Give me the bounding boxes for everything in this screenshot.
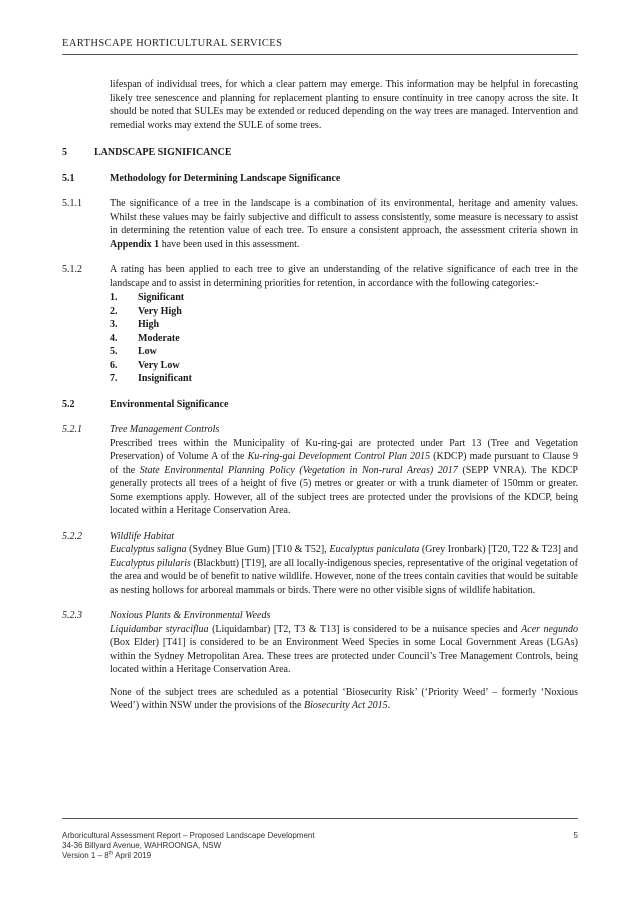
list-item <box>110 332 578 346</box>
list-item-label: Insignificant <box>138 373 192 384</box>
list-item-label: Low <box>138 346 157 357</box>
page-number: 5 <box>573 831 578 840</box>
section-title: LANDSCAPE SIGNIFICANCE <box>94 147 232 158</box>
document-reference: Biosecurity Act 2015 <box>303 700 388 711</box>
page-header <box>62 38 578 55</box>
text-run: (Box Elder) [T41] is considered to be an Environment Weed Species in some Local Government Areas (LGAs) within the Sydney Metropolitan Area. These trees are protected under Council’s Tree Management Controls, being located within a Heritage Conservation Area. <box>110 637 578 675</box>
text-run: have been used in this assessment. <box>159 238 300 250</box>
item-title: Noxious Plants & Environmental Weeds <box>110 610 271 621</box>
footer-row <box>62 831 578 841</box>
subsection-heading-5-1 <box>62 172 578 186</box>
item-heading <box>62 423 578 437</box>
item-heading <box>62 609 578 623</box>
list-item <box>110 305 578 319</box>
subsection-heading-5-2 <box>62 398 578 412</box>
item-number: 5.2.2 <box>62 530 82 542</box>
text-run: The significance of a tree in the landscape is a combination of its environmental, heritage and amenity values. Whilst these values may be fairly subjective and difficult to assess consistently, some measure is necessary to assist in determining the retention value of each tree. To ensure a consistent approach, the assessment criteria shown in <box>110 198 578 236</box>
text-run: Prescribed trees within the Municipality of Ku-ring-gai are protected under Part 13 (Tree and Vegetation Preservation) of Volume A of the <box>110 437 578 462</box>
list-item-number: 6. <box>110 359 118 371</box>
document-reference: State Environmental Planning Policy (Vegetation in Non-rural Areas) 2017 <box>139 464 458 476</box>
item-number: 5.2.3 <box>62 610 82 621</box>
list-item <box>110 372 578 386</box>
text-run: (KDCP) made pursuant to Clause 9 of the <box>110 451 578 476</box>
list-item-label: Significant <box>138 292 185 303</box>
paragraph-text: A rating has been applied to each tree to give an understanding of the relative significance of each tree in the landscape and to assist in determining priorities for retention, in accordance with the following categories:- <box>110 264 578 289</box>
species-name: Eucalyptus paniculata <box>329 544 420 555</box>
list-item-label: Moderate <box>138 332 180 344</box>
list-item-number: 1. <box>110 292 118 303</box>
subsection-number: 5.2 <box>62 398 75 410</box>
list-item-number: 3. <box>110 319 118 330</box>
footer-rule <box>62 818 578 819</box>
item-text <box>62 437 578 518</box>
item-text <box>62 543 578 597</box>
item-heading <box>62 530 578 544</box>
text-run: (SEPP VNRA). The KDCP generally protects all trees of a height of five (5) metres or greater or with a trunk diameter of 150mm or greater. Some exemptions apply. However, all of the subject trees are protected under the provisions of the KDCP, being located within a Heritage Conservation Area. <box>110 464 578 516</box>
list-item <box>110 359 578 373</box>
intro-paragraph: lifespan of individual trees, for which a clear pattern may emerge. This information may be helpful in forecasting likely tree senescence and planning for replacement planting to ensure continuity in tree canopy across the site. It should be noted that SULEs may be extended or reduced depending on the way trees are managed. Intervention and remedial works may extend the SULE of some trees. <box>110 79 578 131</box>
species-name: Eucalyptus saligna <box>110 544 187 555</box>
paragraph-number: 5.1.1 <box>62 198 82 209</box>
list-item-label: High <box>138 319 160 330</box>
footer-report-title: Arboricultural Assessment Report – Proposed Landscape Development <box>62 831 315 840</box>
text-run: . <box>387 700 391 711</box>
list-item <box>110 345 578 359</box>
document-body <box>62 78 578 713</box>
paragraph-text <box>110 197 578 251</box>
list-item-number: 5. <box>110 346 118 357</box>
item-5-2-3 <box>62 609 578 713</box>
list-item-label: Very Low <box>138 359 180 371</box>
item-number: 5.2.1 <box>62 424 82 435</box>
footer-address: 34-36 Billyard Avenue, WAHROONGA, NSW <box>62 841 222 850</box>
section-heading-5 <box>62 146 578 160</box>
text-run: None of the subject trees are scheduled as a potential ‘Biosecurity Risk’ (‘Priority Weed’ – formerly ‘Noxious Weed’) within NSW under the provisions of the <box>110 686 578 711</box>
footer-version <box>62 851 578 861</box>
text-run: (Sydney Blue Gum) [T10 & T52], <box>186 544 330 555</box>
list-item-number: 4. <box>110 332 118 344</box>
ordinal-suffix: th <box>108 850 114 857</box>
item-title: Tree Management Controls <box>110 424 220 435</box>
company-name: EARTHSCAPE HORTICULTURAL SERVICES <box>62 38 283 49</box>
subsection-number: 5.1 <box>62 172 75 184</box>
species-name: Eucalyptus pilularis <box>110 557 191 569</box>
text-run: (Blackbutt) [T19], are all locally-indigenous species, representative of the original vegetation of the area and would be of benefit to native wildlife. However, none of the trees contain cavities that would be suitable as nesting hollows for arboreal mammals or birds. There were no other visible signs of wildlife habitation. <box>110 557 578 596</box>
item-5-2-2 <box>62 530 578 598</box>
text-run: (Liquidambar) [T2, T3 & T13] is considered to be a nuisance species and <box>208 623 522 635</box>
list-item <box>110 291 578 305</box>
paragraph-5-1-1 <box>62 197 578 251</box>
paragraph-5-1-2 <box>62 263 578 290</box>
item-5-2-1 <box>62 423 578 518</box>
list-item <box>110 318 578 332</box>
text-run: Version 1 – 8 <box>62 851 109 860</box>
species-name: Liquidambar styraciflua <box>110 623 209 635</box>
paragraph-number: 5.1.2 <box>62 264 82 275</box>
document-reference: Ku-ring-gai Development Control Plan 2015 <box>247 451 431 462</box>
subsection-title: Environmental Significance <box>110 398 229 410</box>
species-name: Acer negundo <box>521 623 578 635</box>
item-text <box>62 686 578 713</box>
significance-categories-list <box>62 291 578 386</box>
item-text <box>62 623 578 677</box>
subsection-title: Methodology for Determining Landscape Significance <box>110 172 341 184</box>
appendix-reference: Appendix 1 <box>110 238 160 250</box>
section-number: 5 <box>62 147 67 158</box>
page-footer <box>62 818 578 861</box>
text-run: (Grey Ironbark) [T20, T22 & T23] and <box>419 544 578 555</box>
list-item-number: 7. <box>110 373 118 384</box>
item-title: Wildlife Habitat <box>110 530 175 542</box>
text-run: April 2019 <box>113 851 152 860</box>
list-item-number: 2. <box>110 305 118 317</box>
list-item-label: Very High <box>138 305 182 317</box>
header-rule <box>62 54 578 55</box>
